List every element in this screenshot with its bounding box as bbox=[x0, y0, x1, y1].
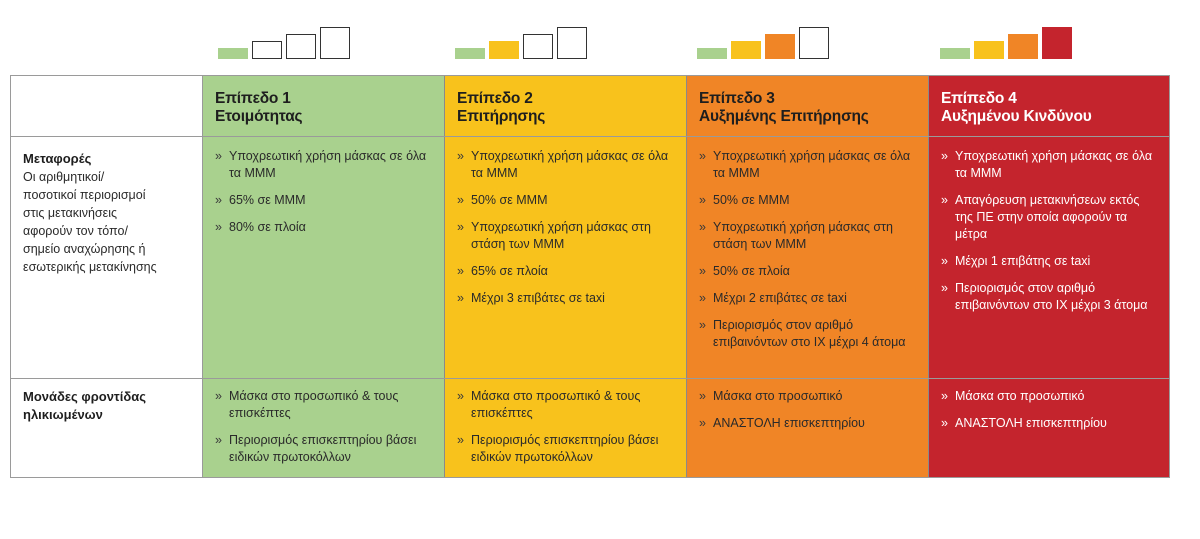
level-1-header bbox=[203, 90, 445, 126]
level-1-transport-list bbox=[215, 148, 433, 236]
level-2-title: Επίπεδο 2 bbox=[457, 90, 533, 107]
elderly-care-title-line: Μονάδες φροντίδας bbox=[23, 389, 146, 404]
indicator-square bbox=[974, 41, 1004, 59]
list-item: » Υποχρεωτική χρήση μάσκας σε όλα τα ΜΜΜ bbox=[941, 148, 1157, 182]
list-item: » Περιορισμός επισκεπτηρίου βάσει ειδικών πρωτοκόλλων bbox=[457, 432, 675, 466]
list-item: » 50% σε ΜΜΜ bbox=[457, 192, 675, 209]
list-item: » ΑΝΑΣΤΟΛΗ επισκεπτηρίου bbox=[941, 415, 1157, 432]
level-3-indicator bbox=[697, 27, 837, 59]
list-item: » Περιορισμός στον αριθμό επιβαινόντων στο ΙΧ μέχρι 3 άτομα bbox=[941, 280, 1157, 314]
indicator-square bbox=[799, 27, 829, 59]
list-item: » Μάσκα στο προσωπικό bbox=[699, 388, 917, 405]
list-item: » Μέχρι 3 επιβάτες σε taxi bbox=[457, 290, 675, 307]
level-3-header bbox=[687, 90, 929, 126]
level-4-subtitle: Αυξημένου Κινδύνου bbox=[941, 108, 1092, 125]
level-4-indicator bbox=[940, 27, 1080, 59]
level-2-indicator bbox=[455, 27, 595, 59]
list-item: » Υποχρεωτική χρήση μάσκας σε όλα τα ΜΜΜ bbox=[457, 148, 675, 182]
list-item: » ΑΝΑΣΤΟΛΗ επισκεπτηρίου bbox=[699, 415, 917, 432]
list-item: » 80% σε πλοία bbox=[215, 219, 433, 236]
list-item: » Μάσκα στο προσωπικό bbox=[941, 388, 1157, 405]
transport-desc-line: Οι αριθμητικοί/ bbox=[23, 170, 105, 184]
indicator-square bbox=[557, 27, 587, 59]
level-1-indicator bbox=[218, 27, 358, 59]
level-3-elderly-list bbox=[699, 388, 917, 432]
list-item: » Απαγόρευση μετακινήσεων εκτός της ΠΕ στην οποία αφορούν τα μέτρα bbox=[941, 192, 1157, 243]
indicator-square bbox=[455, 48, 485, 59]
transport-desc-line: στις μετακινήσεις bbox=[23, 206, 118, 220]
list-item: » Μέχρι 1 επιβάτης σε taxi bbox=[941, 253, 1157, 270]
level-2-subtitle: Επιτήρησης bbox=[457, 108, 546, 125]
indicator-square bbox=[940, 48, 970, 59]
indicator-square bbox=[320, 27, 350, 59]
measures-table bbox=[10, 75, 1170, 478]
transport-title: Μεταφορές bbox=[23, 151, 92, 166]
level-3-title: Επίπεδο 3 bbox=[699, 90, 775, 107]
list-item: » Περιορισμός στον αριθμό επιβαινόντων στο ΙΧ μέχρι 4 άτομα bbox=[699, 317, 917, 351]
level-4-header bbox=[929, 90, 1169, 126]
transport-desc-line: αφορούν τον τόπο/ bbox=[23, 224, 128, 238]
transport-desc-line: ποσοτικοί περιορισμοί bbox=[23, 188, 146, 202]
list-item: » Υποχρεωτική χρήση μάσκας στη στάση των ΜΜΜ bbox=[457, 219, 675, 253]
transport-desc-line: εσωτερικής μετακίνησης bbox=[23, 260, 157, 274]
list-item: » Υποχρεωτική χρήση μάσκας στη στάση των ΜΜΜ bbox=[699, 219, 917, 253]
list-item: » 50% σε ΜΜΜ bbox=[699, 192, 917, 209]
elderly-care-row-label bbox=[11, 388, 203, 424]
indicator-square bbox=[252, 41, 282, 59]
indicator-square bbox=[731, 41, 761, 59]
row-divider bbox=[11, 378, 1169, 379]
transport-row-label bbox=[11, 150, 203, 276]
list-item: » Μάσκα στο προσωπικό & τους επισκέπτες bbox=[215, 388, 433, 422]
list-item: » Περιορισμός επισκεπτηρίου βάσει ειδικών πρωτοκόλλων bbox=[215, 432, 433, 466]
level-4-title: Επίπεδο 4 bbox=[941, 90, 1017, 107]
indicator-square bbox=[697, 48, 727, 59]
list-item: » Μάσκα στο προσωπικό & τους επισκέπτες bbox=[457, 388, 675, 422]
level-2-header bbox=[445, 90, 687, 126]
level-3-transport-list bbox=[699, 148, 917, 351]
level-1-subtitle: Ετοιμότητας bbox=[215, 108, 303, 125]
elderly-care-title-line: ηλικιωμένων bbox=[23, 407, 103, 422]
indicator-square bbox=[1042, 27, 1072, 59]
indicator-square bbox=[523, 34, 553, 59]
header-divider bbox=[11, 136, 1169, 137]
indicator-square bbox=[489, 41, 519, 59]
list-item: » 65% σε ΜΜΜ bbox=[215, 192, 433, 209]
level-1-title: Επίπεδο 1 bbox=[215, 90, 291, 107]
level-3-subtitle: Αυξημένης Επιτήρησης bbox=[699, 108, 869, 125]
level-4-elderly-list bbox=[941, 388, 1157, 432]
list-item: » 50% σε πλοία bbox=[699, 263, 917, 280]
level-2-transport-list bbox=[457, 148, 675, 307]
list-item: » Υποχρεωτική χρήση μάσκας σε όλα τα ΜΜΜ bbox=[699, 148, 917, 182]
list-item: » Υποχρεωτική χρήση μάσκας σε όλα τα ΜΜΜ bbox=[215, 148, 433, 182]
level-1-elderly-list bbox=[215, 388, 433, 466]
transport-desc-line: σημείο αναχώρησης ή bbox=[23, 242, 146, 256]
list-item: » Μέχρι 2 επιβάτες σε taxi bbox=[699, 290, 917, 307]
level-2-elderly-list bbox=[457, 388, 675, 466]
indicator-square bbox=[286, 34, 316, 59]
indicator-square bbox=[1008, 34, 1038, 59]
indicator-square bbox=[765, 34, 795, 59]
level-4-transport-list bbox=[941, 148, 1157, 314]
list-item: » 65% σε πλοία bbox=[457, 263, 675, 280]
indicator-square bbox=[218, 48, 248, 59]
